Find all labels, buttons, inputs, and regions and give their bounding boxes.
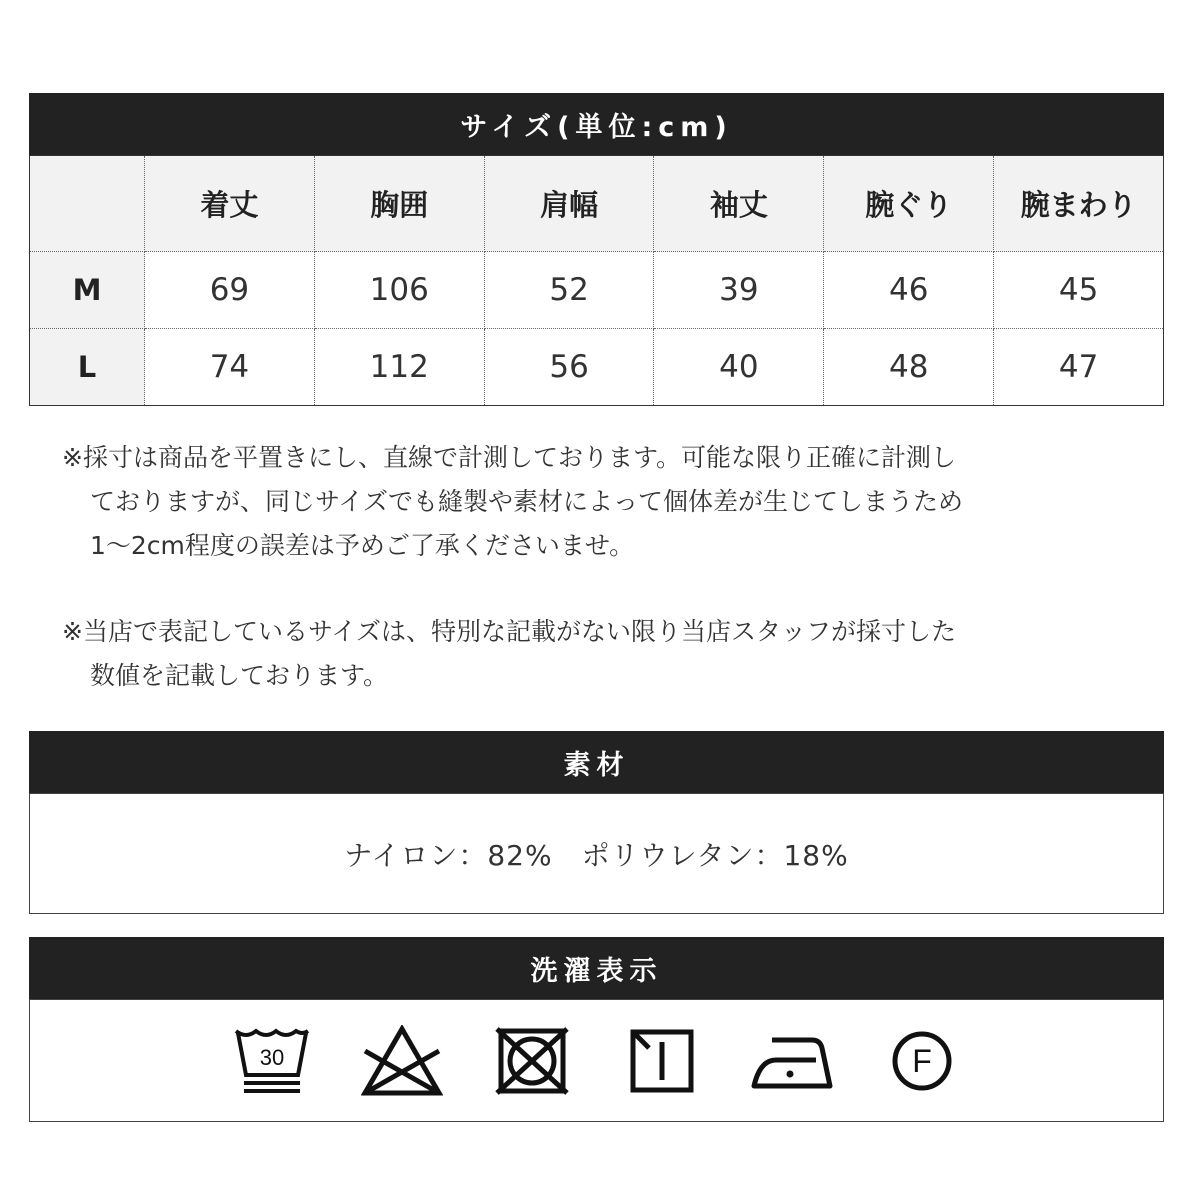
table-row: [30, 252, 1164, 329]
measurement-note: [62, 436, 1062, 568]
wash-temp-label: 30: [259, 1044, 284, 1070]
column-header: 胸囲: [314, 156, 484, 252]
care-icons-box: [29, 999, 1164, 1122]
table-cell: 69: [145, 252, 315, 329]
no-bleach-icon: [337, 1025, 467, 1097]
no-tumble-dry-icon: [467, 1027, 597, 1095]
iron-low-icon: [727, 1030, 857, 1092]
size-note: [62, 610, 1062, 698]
table-cell: 39: [654, 252, 824, 329]
column-header: 腕まわり: [994, 156, 1164, 252]
row-label: L: [30, 329, 145, 406]
line-dry-shade-icon: [597, 1028, 727, 1094]
material-composition: ナイロン：82% ポリウレタン：18%: [344, 838, 849, 872]
note-line: ておりますが、同じサイズでも縫製や素材によって個体差が生じてしまうため: [90, 487, 964, 516]
table-cell: 106: [314, 252, 484, 329]
dry-clean-f-icon: [857, 1029, 987, 1093]
care-title-text: 洗濯表示: [530, 955, 663, 987]
column-header: 肩幅: [484, 156, 654, 252]
care-section-title: [29, 937, 1164, 999]
size-table: [29, 155, 1164, 406]
table-cell: 46: [824, 252, 994, 329]
note-line: ※当店で表記しているサイズは、特別な記載がない限り当店スタッフが採寸した: [62, 617, 956, 646]
size-table-corner: [30, 156, 145, 252]
material-title-text: 素材: [563, 749, 630, 781]
table-cell: 52: [484, 252, 654, 329]
size-section-title: [29, 93, 1164, 155]
material-box: [29, 793, 1164, 914]
care-icons-row: [30, 1000, 1163, 1121]
note-line: ※採寸は商品を平置きにし、直線で計測しております。可能な限り正確に計測し: [62, 443, 956, 472]
table-cell: 47: [994, 329, 1164, 406]
column-header: 着丈: [145, 156, 315, 252]
dry-clean-letter: F: [911, 1042, 932, 1079]
table-cell: 74: [145, 329, 315, 406]
table-cell: 45: [994, 252, 1164, 329]
note-line: 1〜2cm程度の誤差は予めご了承くださいませ。: [90, 531, 635, 560]
size-title-text: サイズ(単位:cm): [460, 111, 733, 143]
size-table-header-row: [30, 156, 1164, 252]
table-row: [30, 329, 1164, 406]
table-cell: 112: [314, 329, 484, 406]
column-header: 腕ぐり: [824, 156, 994, 252]
table-cell: 40: [654, 329, 824, 406]
wash-30-gentle-icon: [207, 1025, 337, 1097]
table-cell: 56: [484, 329, 654, 406]
material-section-title: [29, 731, 1164, 793]
note-line: 数値を記載しております。: [90, 661, 389, 690]
table-cell: 48: [824, 329, 994, 406]
row-label: M: [30, 252, 145, 329]
column-header: 袖丈: [654, 156, 824, 252]
